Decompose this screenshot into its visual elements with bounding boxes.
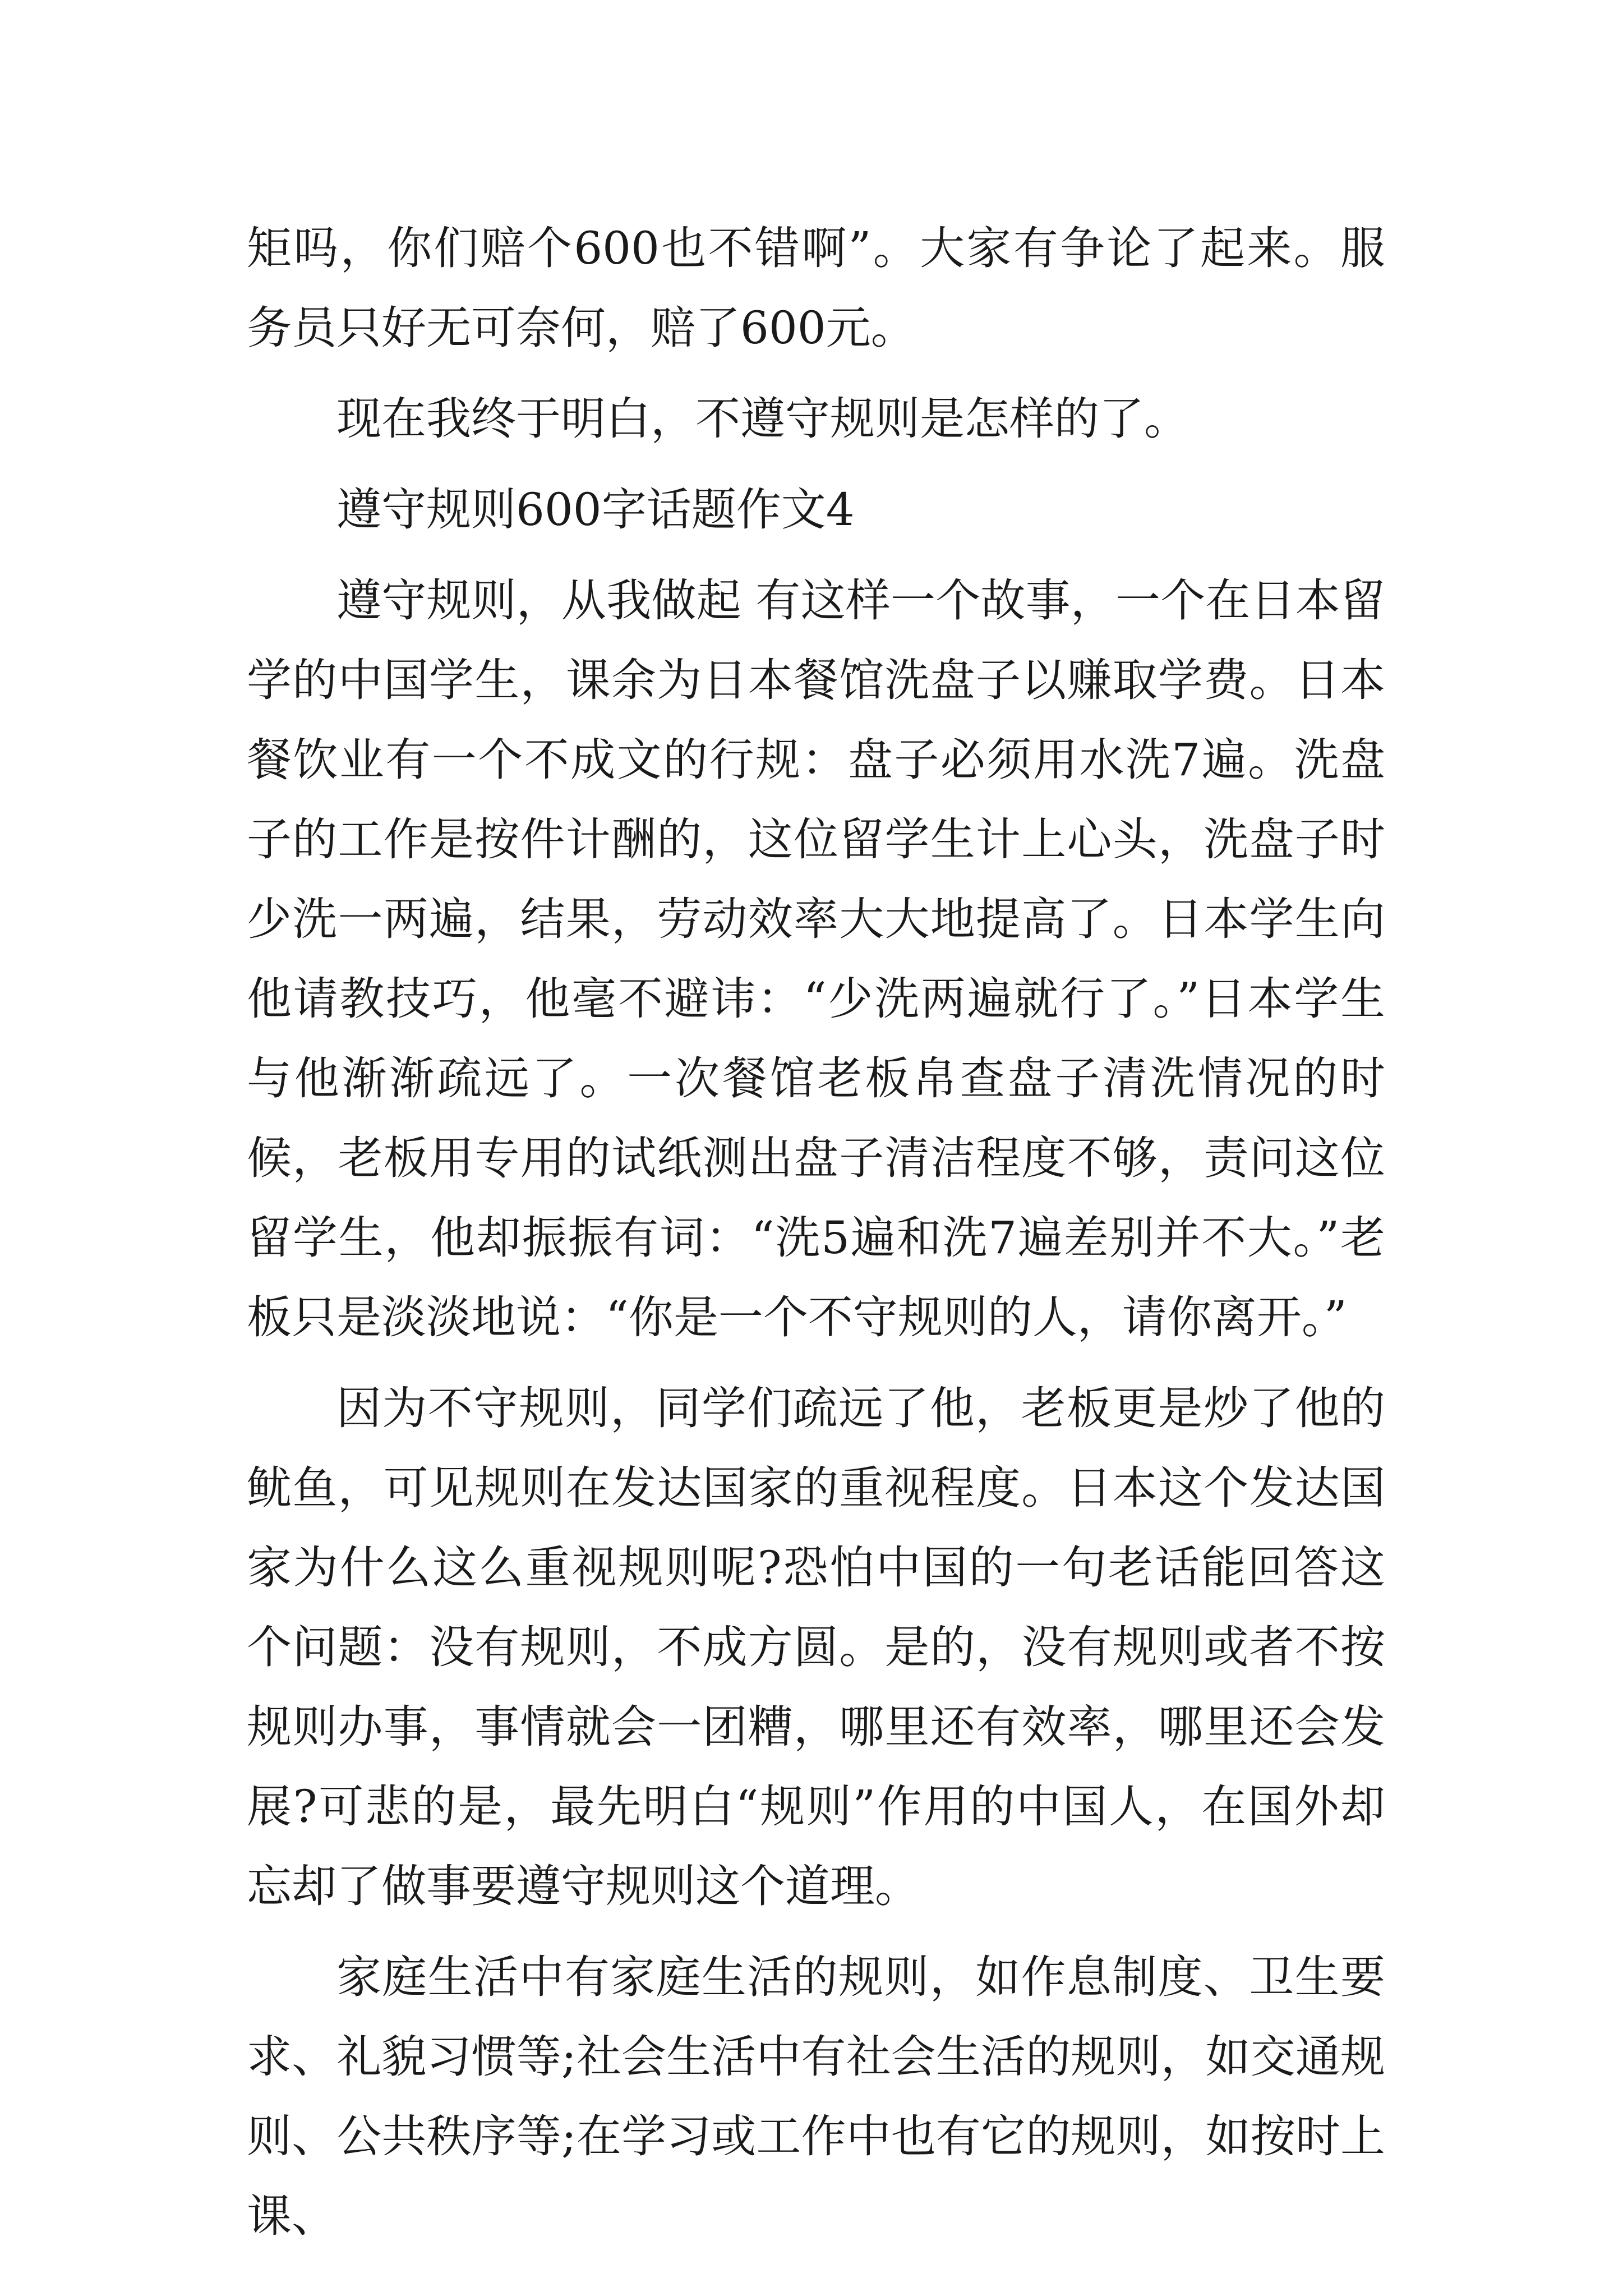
paragraph-4: 因为不守规则，同学们疏远了他，老板更是炒了他的鱿鱼，可见规则在发达国家的重视程度。日本这个发达国家为什么这么重视规则呢?恐怕中国的一句老话能回答这个问题：没有规则，不成方圆。是的，没有规则或者不按规则办事，事情就会一团糟，哪里还有效率，哪里还会发展?可悲的是，最先明白“规则”作用的中国人，在国外却忘却了做事要遵守规则这个道理。 — [247, 1382, 1385, 1912]
paragraph-1: 矩吗，你们赔个600也不错啊”。大家有争论了起来。服务员只好无可奈何，赔了600元。 — [247, 222, 1385, 354]
paragraph-5: 家庭生活中有家庭生活的规则，如作息制度、卫生要求、礼貌习惯等;社会生活中有社会生活的规则，如交通规则、公共秩序等;在学习或工作中也有它的规则，如按时上课、 — [247, 1951, 1385, 2242]
paragraph-2: 现在我终于明白，不遵守规则是怎样的了。 — [336, 393, 1189, 445]
paragraph-3: 遵守规则，从我做起 有这样一个故事，一个在日本留学的中国学生，课余为日本餐馆洗盘子以赚取学费。日本餐饮业有一个不成文的行规：盘子必须用水洗7遍。洗盘子的工作是按件计酬的，这位留学生计上心头，洗盘子时少洗一两遍，结果，劳动效率大大地提高了。日本学生向他请教技巧，他毫不避讳：“少洗两遍就行了。”日本学生与他渐渐疏远了。一次餐馆老板帛查盘子清洗情况的时候，老板用专用的试纸测出盘子清洁程度不够，责问这位留学生，他却振振有词：“洗5遍和洗7遍差别并不大。”老板只是淡淡地说：“你是一个不守规则的人，请你离开。” — [247, 574, 1385, 1343]
document-body — [247, 209, 1385, 2267]
essay-heading: 遵守规则600字话题作文4 — [336, 484, 855, 536]
